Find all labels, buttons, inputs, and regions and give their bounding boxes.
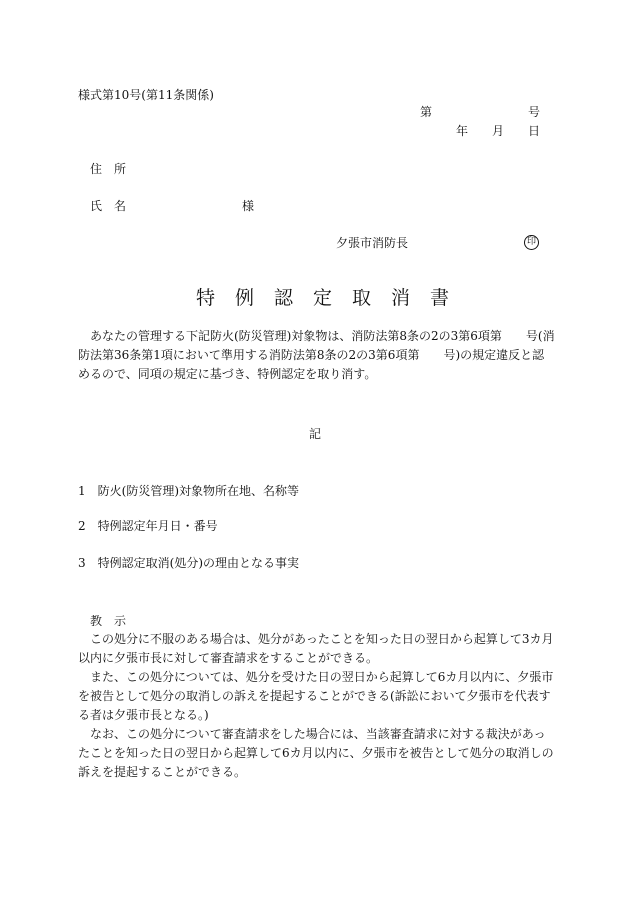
- notice-paragraphs: [78, 630, 556, 782]
- notice-paragraph-3: なお、この処分について審査請求をした場合には、当該審査請求に対する裁決があったことを知った日の翌日から起算して6カ月以内に、夕張市を被告として処分の取消しの訴えを提起することができる。: [78, 727, 554, 779]
- item-2: 2 特例認定年月日・番号: [78, 519, 218, 533]
- date-year: 年: [456, 124, 469, 138]
- item-3: 3 特例認定取消(処分)の理由となる事実: [78, 556, 299, 570]
- seal-mark: 印: [524, 235, 539, 250]
- notice-paragraph-2: また、この処分については、処分を受けた日の翌日から起算して6カ月以内に、夕張市を被告として処分の取消しの訴えを提起することができる(訴訟において夕張市を代表する者は夕張市長となる。): [78, 670, 554, 722]
- form-number: 様式第10号(第11条関係): [78, 88, 214, 102]
- ki-heading: 記: [309, 427, 322, 441]
- doc-number-prefix: 第: [420, 105, 433, 119]
- name-label: 氏 名: [90, 199, 127, 213]
- document-title: 特例認定取消書: [196, 287, 470, 309]
- address-label: 住 所: [90, 162, 127, 176]
- date-month: 月: [492, 124, 505, 138]
- body-paragraph: [78, 327, 556, 384]
- notice-heading: 教 示: [90, 614, 127, 628]
- doc-number-suffix: 号: [528, 105, 541, 119]
- item-1: 1 防火(防災管理)対象物所在地、名称等: [78, 484, 299, 498]
- date-day: 日: [528, 124, 541, 138]
- notice-paragraph-1: この処分に不服のある場合は、処分があったことを知った日の翌日から起算して3カ月以内に夕張市長に対して審査請求をすることができる。: [78, 632, 554, 665]
- honorific: 様: [242, 199, 255, 213]
- body-text: あなたの管理する下記防火(防災管理)対象物は、消防法第8条の2の3第6項第 号(消防法第36条第1項において準用する消防法第8条の2の3第6項第 号)の規定違反と認めるので、同項の規定に基づき、特例認定を取り消す。: [78, 329, 555, 381]
- issuer-title: 夕張市消防長: [336, 236, 409, 250]
